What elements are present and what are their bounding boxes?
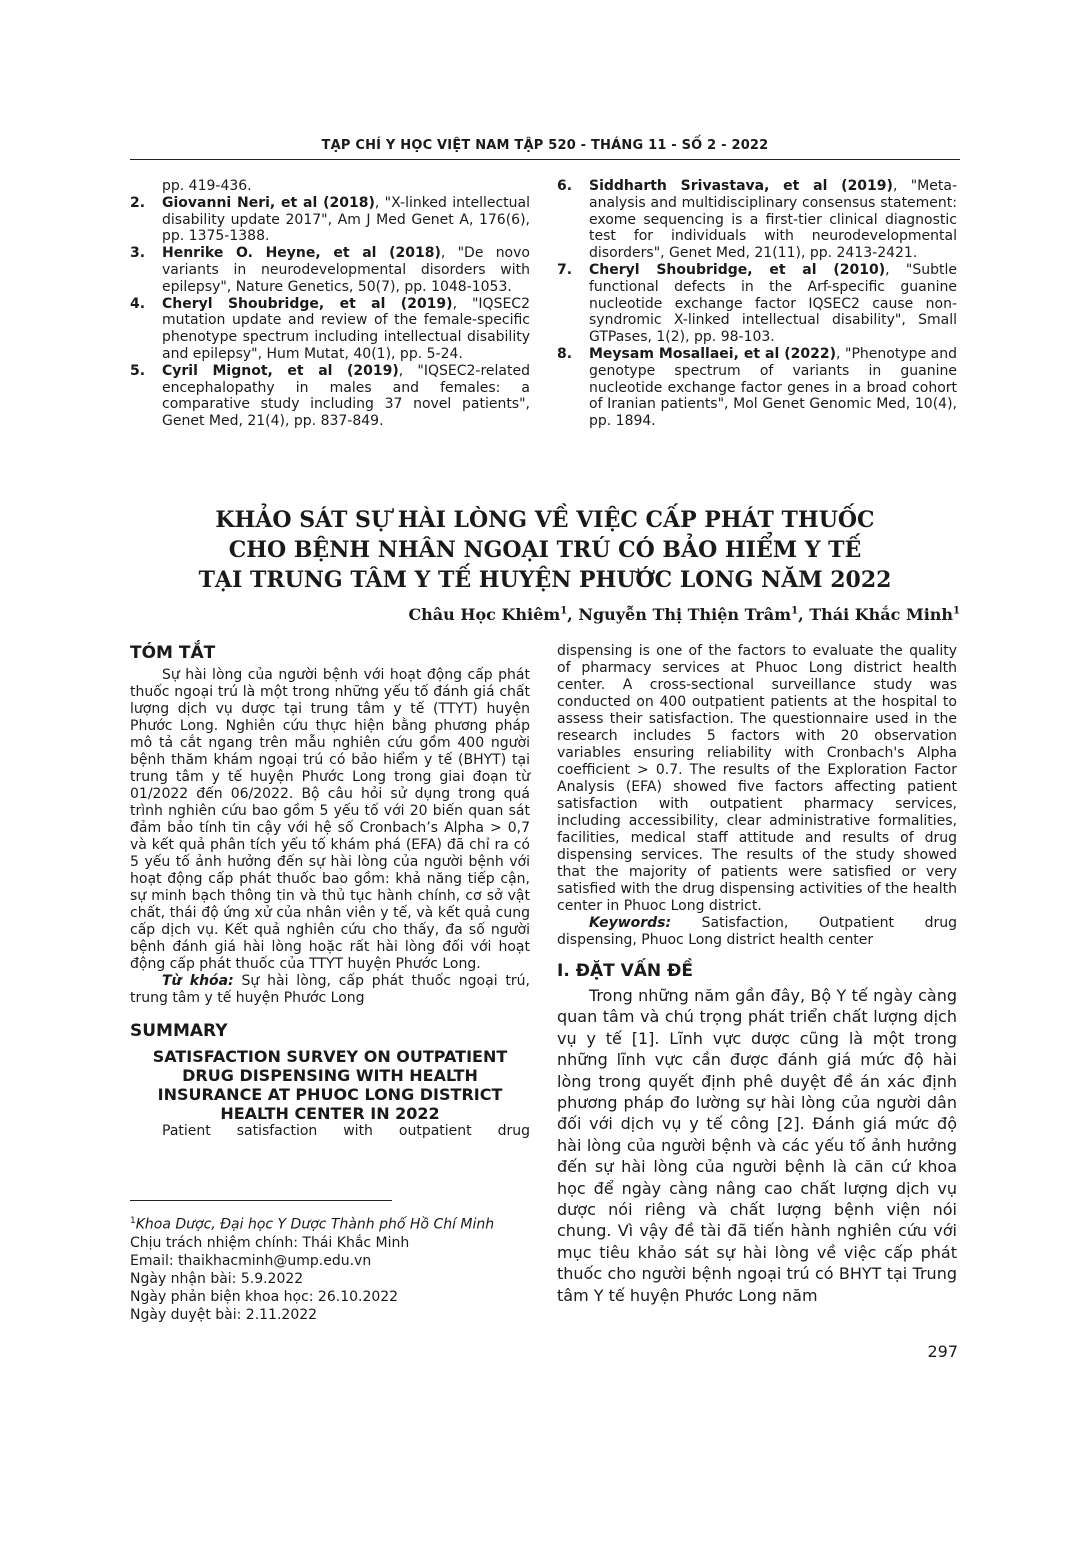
affiliation-text: Khoa Dược, Đại học Y Dược Thành phố Hồ Chí Minh — [135, 1216, 495, 1233]
reference-details: , "X-linked intellectual disability update 2017", Am J Med Genet A, 176(6), pp. 1375-1388. — [162, 194, 530, 245]
right-column — [557, 643, 957, 1306]
reference-item — [557, 178, 957, 262]
reference-number: 2. — [130, 194, 146, 211]
header-rule — [130, 159, 960, 160]
footnote-line: Ngày duyệt bài: 2.11.2022 — [130, 1306, 318, 1323]
left-column — [130, 643, 530, 1140]
footnote-line: Chịu trách nhiệm chính: Thái Khắc Minh — [130, 1234, 410, 1251]
reference-author: Cheryl Shoubridge, et al (2019) — [162, 295, 453, 312]
reference-author: Giovanni Neri, et al (2018) — [162, 194, 375, 211]
reference-item — [130, 195, 530, 245]
reference-number: 6. — [557, 178, 573, 194]
author-affiliation-mark: 1 — [953, 605, 960, 617]
footnote-rule — [130, 1200, 392, 1201]
author-affiliation-mark: 1 — [560, 605, 568, 617]
reference-details: , "Subtle functional defects in the Arf-specific guanine nucleotide exchange factor IQSEC2 cause non-syndromic X-linked intellectual disability", Small GTPases, 1(2), pp. 98-103. — [589, 261, 957, 346]
abstract-heading: TÓM TẮT — [130, 643, 216, 663]
title-line: TẠI TRUNG TÂM Y TẾ HUYỆN PHƯỚC LONG NĂM 2022 — [198, 567, 892, 593]
abstract-keywords — [130, 973, 530, 1007]
reference-item — [130, 363, 530, 430]
author-name: Thái Khắc Minh — [809, 605, 954, 624]
reference-details: , "IQSEC2-related encephalopathy in males and females: a comparative study including 37 novel patients", Genet Med, 21(4), pp. 837-849. — [162, 362, 530, 430]
reference-details: , "De novo variants in neurodevelopmental disorders with epilepsy", Nature Genetics, 50(7), pp. 1048-1053. — [162, 245, 530, 295]
reference-number: 3. — [130, 245, 146, 262]
author-separator: , — [567, 605, 579, 624]
summary-title: SATISFACTION SURVEY ON OUTPATIENT DRUG DISPENSING WITH HEALTH INSURANCE AT PHUOC LONG DISTRICT HEALTH CENTER IN 2022 — [152, 1047, 508, 1123]
journal-header: TẠP CHÍ Y HỌC VIỆT NAM TẬP 520 - THÁNG 11 - SỐ 2 - 2022 — [321, 138, 769, 153]
keywords-label: Từ khóa: — [162, 973, 234, 989]
article-title — [130, 505, 960, 595]
keywords-label: Keywords: — [589, 915, 672, 931]
section-heading: I. ĐẶT VẤN ĐỀ — [557, 961, 693, 981]
references-left — [130, 178, 530, 430]
footnote-line: Ngày nhận bài: 5.9.2022 — [130, 1270, 304, 1287]
title-line: CHO BỆNH NHÂN NGOẠI TRÚ CÓ BẢO HIỂM Y TẾ — [228, 537, 862, 563]
references-right — [557, 178, 957, 430]
reference-number: 4. — [130, 295, 146, 312]
keywords-text: Satisfaction, Outpatient drug dispensing, Phuoc Long district health center — [557, 915, 957, 948]
abstract-text: Sự hài lòng của người bệnh với hoạt động cấp phát thuốc ngoại trú là một trong những yếu tố đánh giá chất lượng dịch vụ dược tại trung tâm y tế (TTYT) huyện Phước Long. Nghiên cứu thực hiện bằng phương pháp mô tả cắt ngang trên mẫu nghiên cứu gồm 400 người bệnh thăm khám ngoại trú có bảo hiểm y tế (BHYT) tại trung tâm y tế huyện Phước Long trong giai đoạn từ 01/2022 đến 06/2022. Bộ câu hỏi sử dụng trong quá trình nghiên cứu bao gồm 5 yếu tố với 20 biến quan sát đảm bảo tính tin cậy với hệ số Cronbach’s Alpha > 0,7 và kết quả phân tích yếu tố khám phá (EFA) đã chỉ ra có 5 yếu tố ảnh hưởng đến sự hài lòng của người bệnh với hoạt động cấp phát thuốc bao gồm: khả năng tiếp cận, sự minh bạch thông tin và thủ tục hành chính, cơ sở vật chất, thái độ ứng xử của nhân viên y tế, và kết quả cung cấp dịch vụ. Kết quả nghiên cứu cho thấy, đa số người bệnh đánh giá hài lòng hoặc rất hài lòng đối với hoạt động cấp phát thuốc của TTYT huyện Phước Long. — [130, 667, 530, 972]
author-affiliation-mark: 1 — [791, 605, 799, 617]
keywords-text: Sự hài lòng, cấp phát thuốc ngoại trú, trung tâm y tế huyện Phước Long — [130, 973, 530, 1006]
section-body: Trong những năm gần đây, Bộ Y tế ngày càng quan tâm và chú trọng phát triển chất lượng dịch vụ y tế [1]. Lĩnh vực dược cũng là một trong những lĩnh vực cần được đánh giá mức độ hài lòng trong quyết định phê duyệt đề án xác định phương pháp đo lường sự hài lòng của người dân đối với dịch vụ y tế công [2]. Đánh giá mức độ hài lòng của người bệnh và các yếu tố ảnh hưởng đến sự hài lòng của người bệnh là căn cứ khoa học để ngày càng nâng cao chất lượng dịch vụ dược nói riêng và chất lượng bệnh viện nói chung. Vì vậy đề tài đã tiến hành nghiên cứu với mục tiêu khảo sát sự hài lòng về việc cấp phát thuốc cho người bệnh ngoại trú có BHYT tại Trung tâm Y tế huyện Phước Long năm — [557, 986, 957, 1305]
author-separator: , — [798, 605, 810, 624]
reference-author: Siddharth Srivastava, et al (2019) — [589, 178, 893, 194]
footnote-line: Ngày phản biện khoa học: 26.10.2022 — [130, 1288, 399, 1305]
footnote-line: Email: thaikhacminh@ump.edu.vn — [130, 1252, 372, 1269]
reference-author: Henrike O. Heyne, et al (2018) — [162, 245, 441, 262]
reference-item — [557, 346, 957, 430]
reference-details: , "Phenotype and genotype spectrum of variants in guanine nucleotide exchange factor genes in a broad cohort of Iranian patients", Mol Genet Genomic Med, 10(4), pp. 1894. — [589, 345, 957, 430]
title-line: KHẢO SÁT SỰ HÀI LÒNG VỀ VIỆC CẤP PHÁT THUỐC — [215, 507, 875, 533]
reference-item — [130, 296, 530, 363]
author-list — [408, 605, 960, 624]
author-name: Nguyễn Thị Thiện Trâm — [578, 605, 792, 624]
footnotes — [130, 1212, 530, 1324]
reference-details: , "IQSEC2 mutation update and review of the female-specific phenotype spectrum including intellectual disability and epilepsy", Hum Mutat, 40(1), pp. 5-24. — [162, 295, 530, 362]
summary-keywords — [557, 915, 957, 949]
reference-author: Meysam Mosallaei, et al (2022) — [589, 345, 837, 362]
summary-heading: SUMMARY — [130, 1021, 228, 1041]
reference-author: Cyril Mignot, et al (2019) — [162, 362, 399, 379]
affiliation-mark: 1 — [130, 1216, 136, 1226]
reference-author: Cheryl Shoubridge, et al (2010) — [589, 261, 886, 278]
reference-item — [130, 245, 530, 295]
reference-number: 5. — [130, 362, 146, 379]
summary-text-continued: dispensing is one of the factors to evaluate the quality of pharmacy services at Phuoc Long district health center. A cross-sectional surveillance study was conducted on 400 outpatient patients at the hospital to assess their satisfaction. The questionnaire used in the research includes 5 factors with 20 observation variables ensuring reliability with Cronbach's Alpha coefficient > 0.7. The results of the Exploration Factor Analysis (EFA) showed five factors affecting patient satisfaction with outpatient pharmacy services, including accessibility, clear administrative formalities, facilities, medical staff attitude and results of drug dispensing services. The results of the study showed that the majority of patients were satisfied or very satisfied with the drug dispensing activities of the health center in Phuoc Long district. — [557, 643, 957, 914]
page-number: 297 — [927, 1342, 958, 1361]
author-name: Châu Học Khiêm — [408, 605, 561, 624]
reference-number: 7. — [557, 261, 573, 278]
reference-number: 8. — [557, 345, 573, 362]
reference-continuation: pp. 419-436. — [162, 178, 252, 194]
footnote-affiliation — [130, 1212, 530, 1234]
summary-text-start: Patient satisfaction with outpatient drug — [162, 1123, 530, 1139]
reference-details: , "Meta-analysis and multidisciplinary consensus statement: exome sequencing is a first-tier clinical diagnostic test for individuals with neurodevelopmental disorders", Genet Med, 21(11), pp. 2413-2421. — [589, 178, 957, 262]
reference-item — [557, 262, 957, 346]
